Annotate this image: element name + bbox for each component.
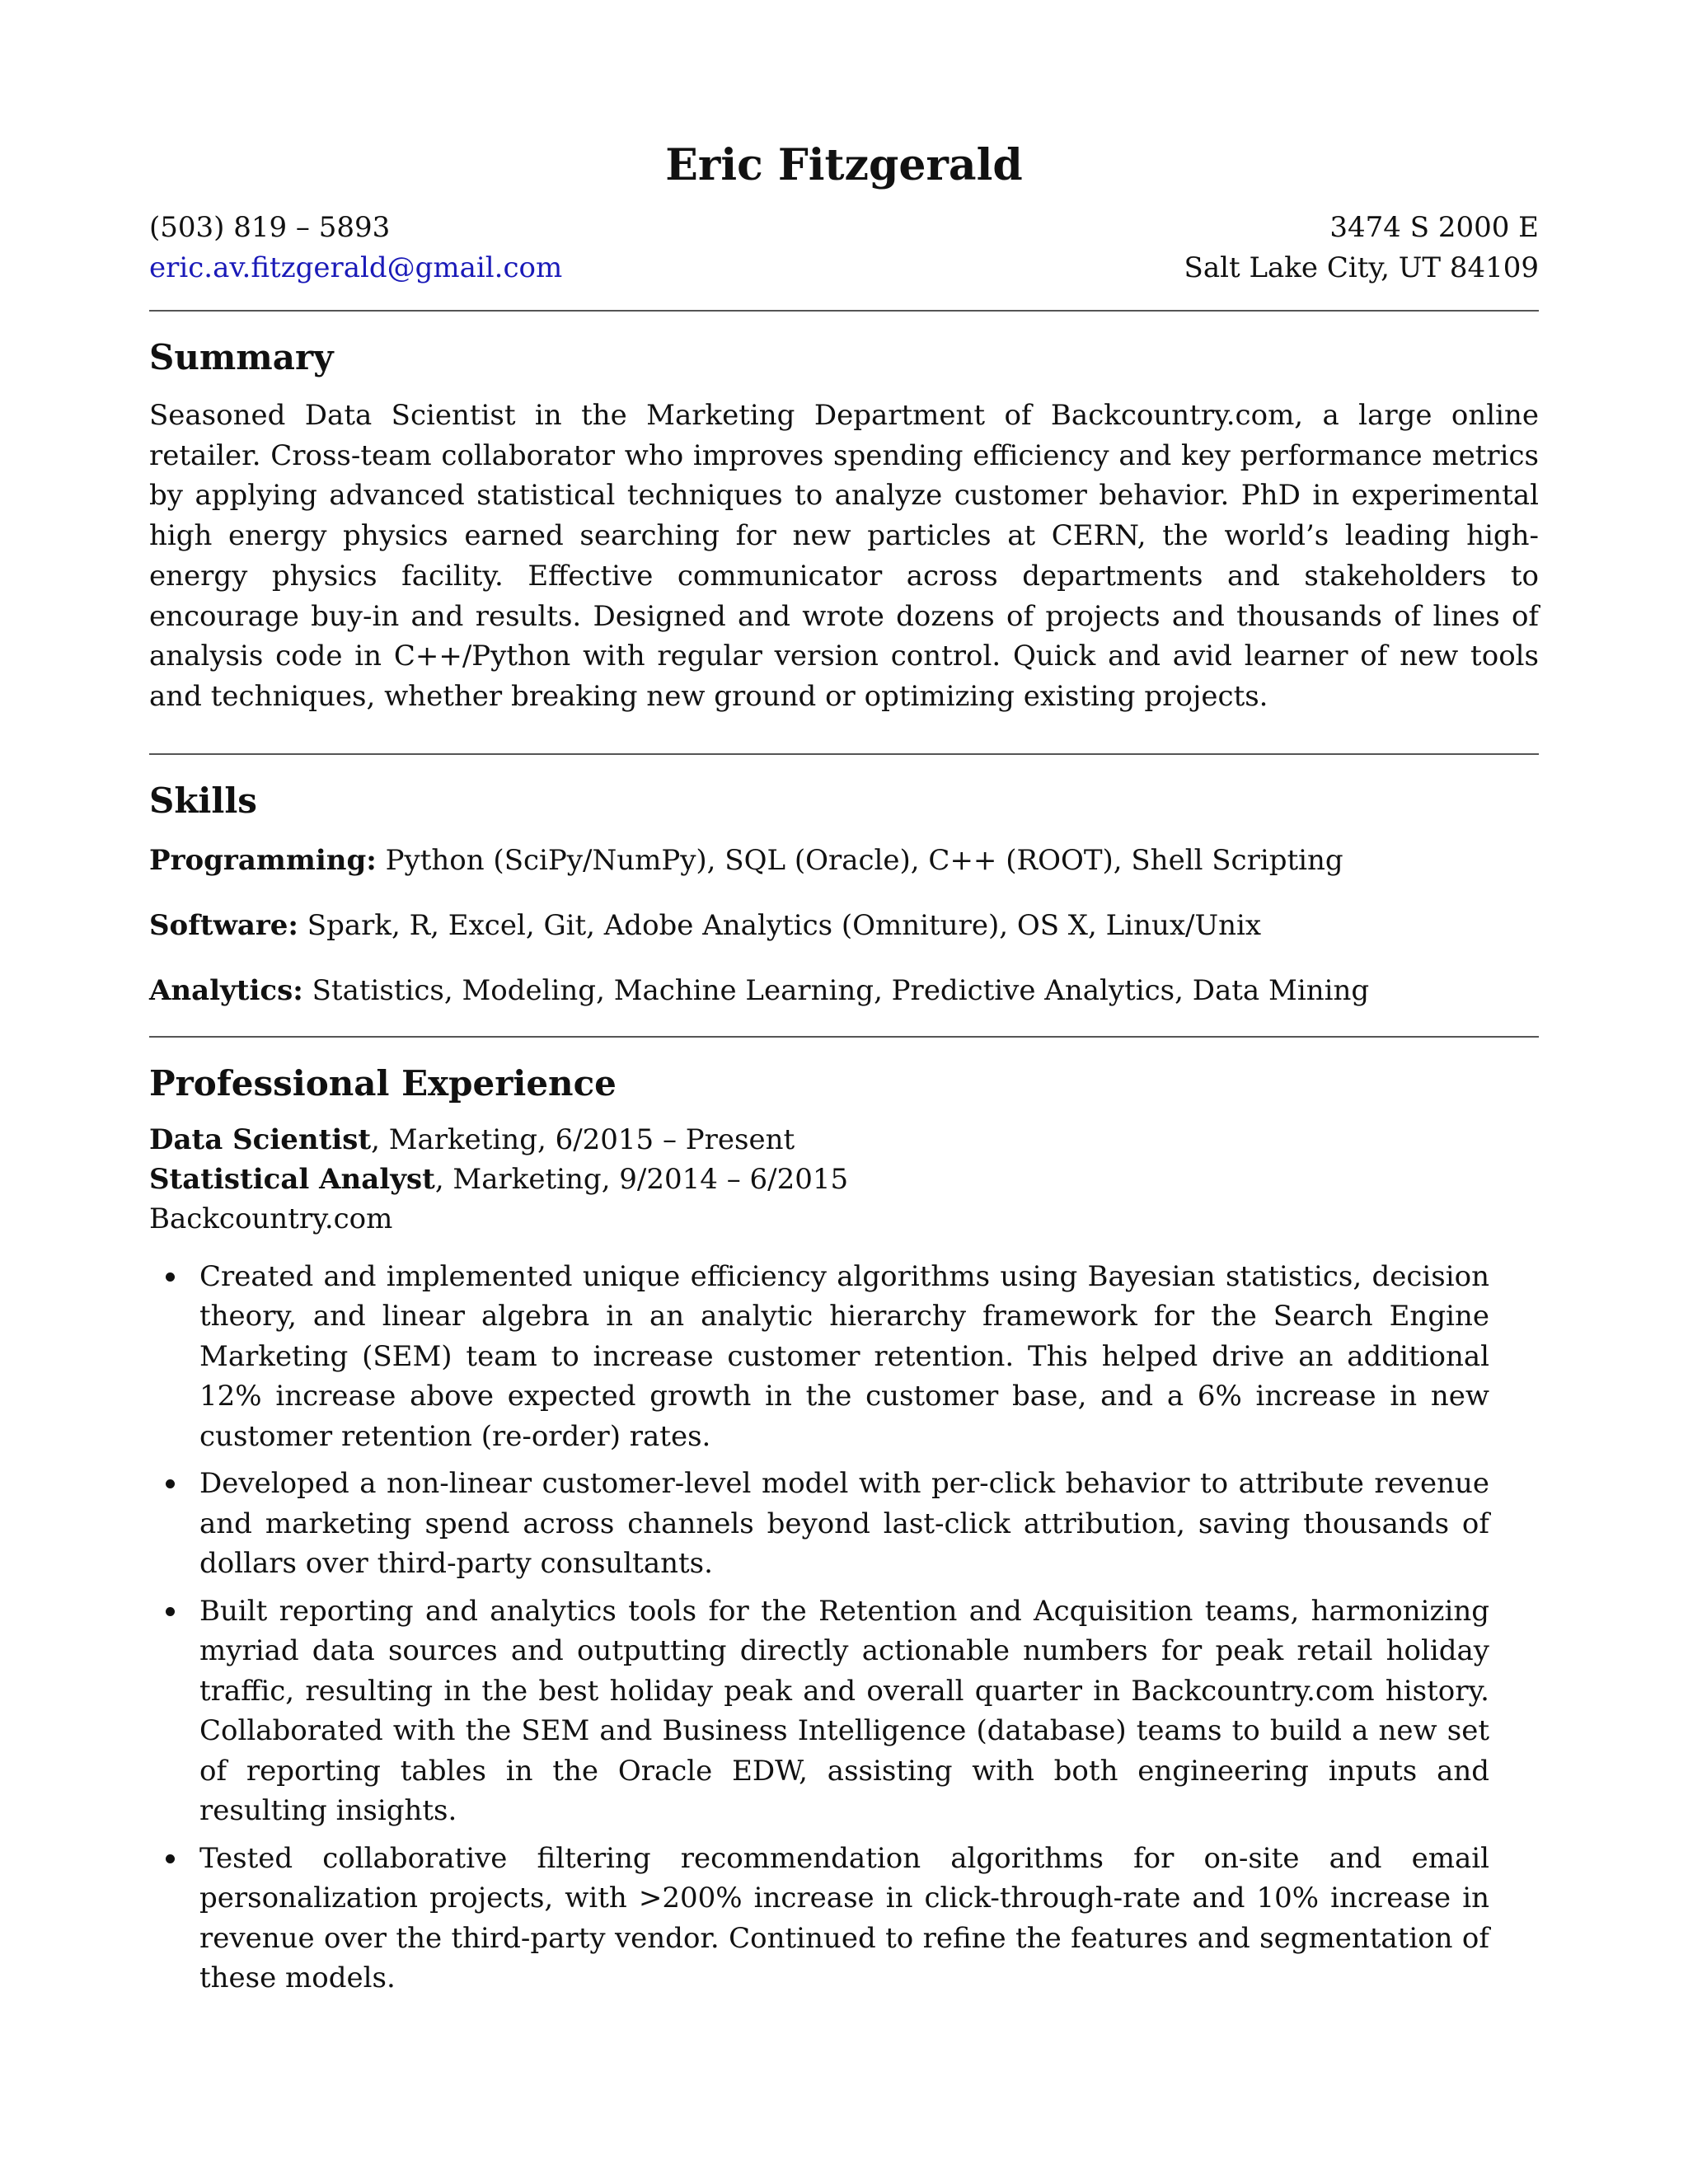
list-item [149,1591,1539,1831]
phone-number: (503) 819 – 5893 [149,211,391,244]
experience-heading: Professional Experience [149,1062,617,1104]
role-title: Statistical Analyst [149,1162,435,1196]
bullet-icon [166,1854,175,1863]
resume-page [149,134,1539,2006]
bullet-text: Developed a non-linear customer-level model with per-click behavior to attribute revenue and marketing spend across channels beyond last-click attribution, saving thousands of dollars over third-party consultants. [199,1467,1489,1581]
company-name: Backcountry.com [149,1202,393,1235]
skill-label: Programming: [149,843,377,877]
email-link[interactable]: eric.av.fitzgerald@gmail.com [149,251,563,284]
skills-list [149,841,1539,1011]
candidate-name: Eric Fitzgerald [665,140,1023,190]
skill-row-analytics [149,971,1539,1011]
skills-heading: Skills [149,780,257,821]
address-line-1: 3474 S 2000 E [1329,211,1539,244]
role-detail: , Marketing, 6/2015 – Present [371,1122,795,1156]
bullet-icon [166,1272,175,1282]
summary-heading: Summary [149,337,334,377]
list-item [149,1464,1539,1584]
contact-block [149,208,1539,288]
role-line [149,1160,1539,1199]
contact-right [1184,208,1539,288]
address-line-2: Salt Lake City, UT 84109 [1184,251,1539,284]
skill-value: Statistics, Modeling, Machine Learning, Predictive Analytics, Data Mining [312,973,1370,1007]
role-detail: , Marketing, 9/2014 – 6/2015 [434,1162,849,1196]
bullet-text: Built reporting and analytics tools for the Retention and Acquisition teams, harmonizing myriad data sources and outputting directly actionable numbers for peak retail holiday traffic, resulting in the best holiday peak and overall quarter in Backcountry.com history. Collaborated with the SEM and Business Intelligence (database) teams to build a new set of reporting tables in the Oracle EDW, assisting with both engineering inputs and resulting insights. [199,1594,1489,1828]
role-block [149,1120,1539,1239]
list-item [149,1257,1539,1457]
list-item [149,1839,1539,1999]
skill-value: Python (SciPy/NumPy), SQL (Oracle), C++ (ROOT), Shell Scripting [385,843,1343,877]
experience-bullets [149,1257,1539,1999]
section-divider [149,753,1539,755]
skill-label: Software: [149,908,298,942]
section-divider [149,1036,1539,1038]
bullet-text: Created and implemented unique efficiency algorithms using Bayesian statistics, decision theory, and linear algebra in an analytic hierarchy framework for the Search Engine Marketing (SEM) team to increase customer retention. This helped drive an additional 12% increase above expected growth in the customer base, and a 6% increase in new customer retention (re-order) rates. [199,1259,1489,1453]
bullet-icon [166,1479,175,1488]
skill-row-programming [149,841,1539,881]
skill-row-software [149,906,1539,946]
bullet-text: Tested collaborative filtering recommendation algorithms for on-site and email personalization projects, with >200% increase in click-through-rate and 10% increase in revenue over the third-party vendor. Continued to refine the features and segmentation of these models. [199,1841,1489,1995]
role-title: Data Scientist [149,1122,372,1156]
bullet-icon [166,1607,175,1616]
summary-paragraph: Seasoned Data Scientist in the Marketing Department of Backcountry.com, a large online retailer. Cross-team collaborator who improves spending efficiency and key performance metrics by applying advanced statistical techniques to analyze customer behavior. PhD in experimental high energy physics earned searching for new particles at CERN, the world’s leading high-energy physics facility. Effective communicator across departments and stakeholders to encourage buy-in and results. Designed and wrote dozens of projects and thousands of lines of analysis code in C++/Python with regular version control. Quick and avid learner of new tools and techniques, whether breaking new ground or optimizing existing projects. [149,399,1539,713]
section-divider [149,310,1539,312]
skill-value: Spark, R, Excel, Git, Adobe Analytics (Omniture), OS X, Linux/Unix [307,908,1262,942]
contact-left [149,208,562,288]
skill-label: Analytics: [149,973,303,1007]
role-line [149,1120,1539,1160]
